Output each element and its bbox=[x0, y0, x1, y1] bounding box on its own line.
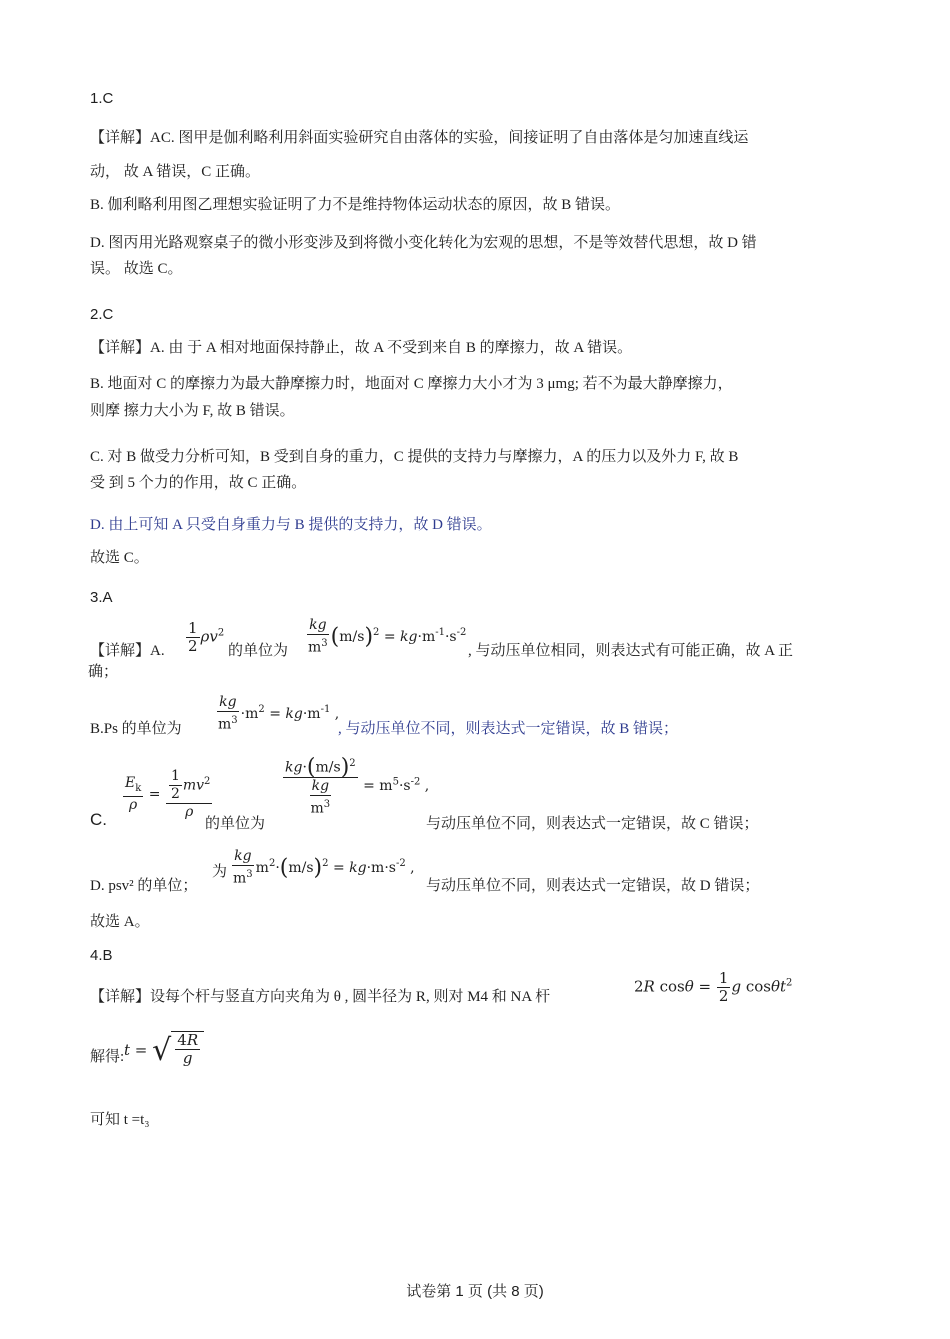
q3-c-prefix: C. bbox=[90, 810, 107, 829]
q4-solution-formula: t = √ $\frac{4R}{g}$ bbox=[124, 1031, 204, 1071]
q2-line-3: 则摩 擦力大小为 F, 故 B 错误。 bbox=[90, 403, 295, 419]
q4-line-3: 可知 t =t₃ bbox=[90, 1112, 150, 1128]
q1-line-3: B. 伽利略利用图乙理想实验证明了力不是维持物体运动状态的原因，故 B 错误。 bbox=[90, 197, 621, 213]
q3-conclusion: 故选 A。 bbox=[90, 914, 150, 930]
q1-line-2: 动， 故 A 错误，C 正确。 bbox=[90, 164, 261, 180]
q3-d-wei: 为 bbox=[212, 864, 228, 880]
q1-line-5: 误。 故选 C。 bbox=[90, 261, 183, 277]
q3-a-unit-label: 的单位为 bbox=[228, 643, 289, 659]
q3-a-suffix: , 与动压单位相同，则表达式有可能正确，故 A 正 bbox=[468, 643, 794, 659]
q3-answer: 3.A bbox=[90, 589, 113, 606]
page-footer: 试卷第 1 页 (共 8 页) bbox=[406, 1283, 544, 1300]
q3-b-prefix: B.Ps 的单位为 bbox=[90, 721, 182, 737]
q4-line-1: 【详解】设每个杆与竖直方向夹角为 θ , 圆半径为 R, 则对 M4 和 NA 杆 bbox=[90, 989, 551, 1005]
q4-answer: 4.B bbox=[90, 947, 113, 964]
q3-d-prefix: D. psv² 的单位； bbox=[90, 878, 198, 894]
q2-line-7: 故选 C。 bbox=[90, 550, 149, 566]
q4-equation: 2R cosθ = $\frac{1}{2}$ g cosθt$^2$ bbox=[634, 969, 793, 1005]
q1-answer: 1.C bbox=[90, 90, 114, 107]
q2-line-5: 受 到 5 个力的作用，故 C 正确。 bbox=[90, 475, 307, 491]
q3-a-prefix: 【详解】A. bbox=[90, 643, 165, 659]
q3-c-formula: $\frac{E_k}{\rho}$ = $\frac{1}{2}$ $mv^2$ ρ bbox=[125, 768, 211, 820]
q2-line-1: 【详解】A. 由 于 A 相对地面保持静止，故 A 不受到来自 B 的摩擦力，故 A 错误。 bbox=[90, 340, 633, 356]
q3-a-continuation: 确； bbox=[88, 664, 119, 680]
q2-line-2: B. 地面对 C 的摩擦力为最大静摩擦力时，地面对 C 摩擦力大小才为 3 μmg; 若不为最大静摩擦力， bbox=[90, 376, 733, 392]
q1-line-1: 【详解】AC. 图甲是伽利略利用斜面实验研究自由落体的实验，间接证明了自由落体是匀加速直线运 bbox=[90, 130, 749, 146]
q3-a-formula: $\frac{1}{2}$ $\rho v^2$ bbox=[188, 619, 225, 655]
q3-d-unit-formula: $\frac{kg}{m^3}$ $m^2\cdot(m/s)^2 = kg\cdot m\cdot s^{-2}$ , bbox=[233, 848, 415, 887]
q2-line-6: D. 由上可知 A 只受自身重力与 B 提供的支持力，故 D 错误。 bbox=[90, 517, 492, 533]
q3-c-unit-formula: $\frac{kg\cdot(m/s)^2}{\frac{kg}{m^3}}$ = $m^5\cdot s^{-2}$ , bbox=[285, 755, 430, 817]
q3-b-unit-formula: $\frac{kg}{m^3}$ $\cdot m^2 = kg\cdot m^{-1}$ , bbox=[218, 694, 340, 733]
q3-d-suffix: 与动压单位不同，则表达式一定错误，故 D 错误； bbox=[426, 878, 760, 894]
q3-c-unit-label: 的单位为 bbox=[205, 816, 266, 832]
q4-solve-label: 解得: bbox=[90, 1049, 125, 1065]
q3-a-unit-formula: $\frac{kg}{m^3}$ $(m/s)^2 = kg\cdot m^{-1}\cdot s^{-2}$ bbox=[308, 617, 467, 656]
q3-b-suffix: , 与动压单位不同，则表达式一定错误，故 B 错误； bbox=[338, 721, 679, 737]
q2-line-4: C. 对 B 做受力分析可知，B 受到自身的重力，C 提供的支持力与摩擦力，A 的压力以及外力 F, 故 B bbox=[90, 449, 739, 465]
q1-line-4: D. 图丙用光路观察桌子的微小形变涉及到将微小变化转化为宏观的思想，不是等效替代思想，故 D 错 bbox=[90, 235, 757, 251]
q2-answer: 2.C bbox=[90, 306, 114, 323]
q3-c-suffix: 与动压单位不同，则表达式一定错误，故 C 错误； bbox=[426, 816, 759, 832]
